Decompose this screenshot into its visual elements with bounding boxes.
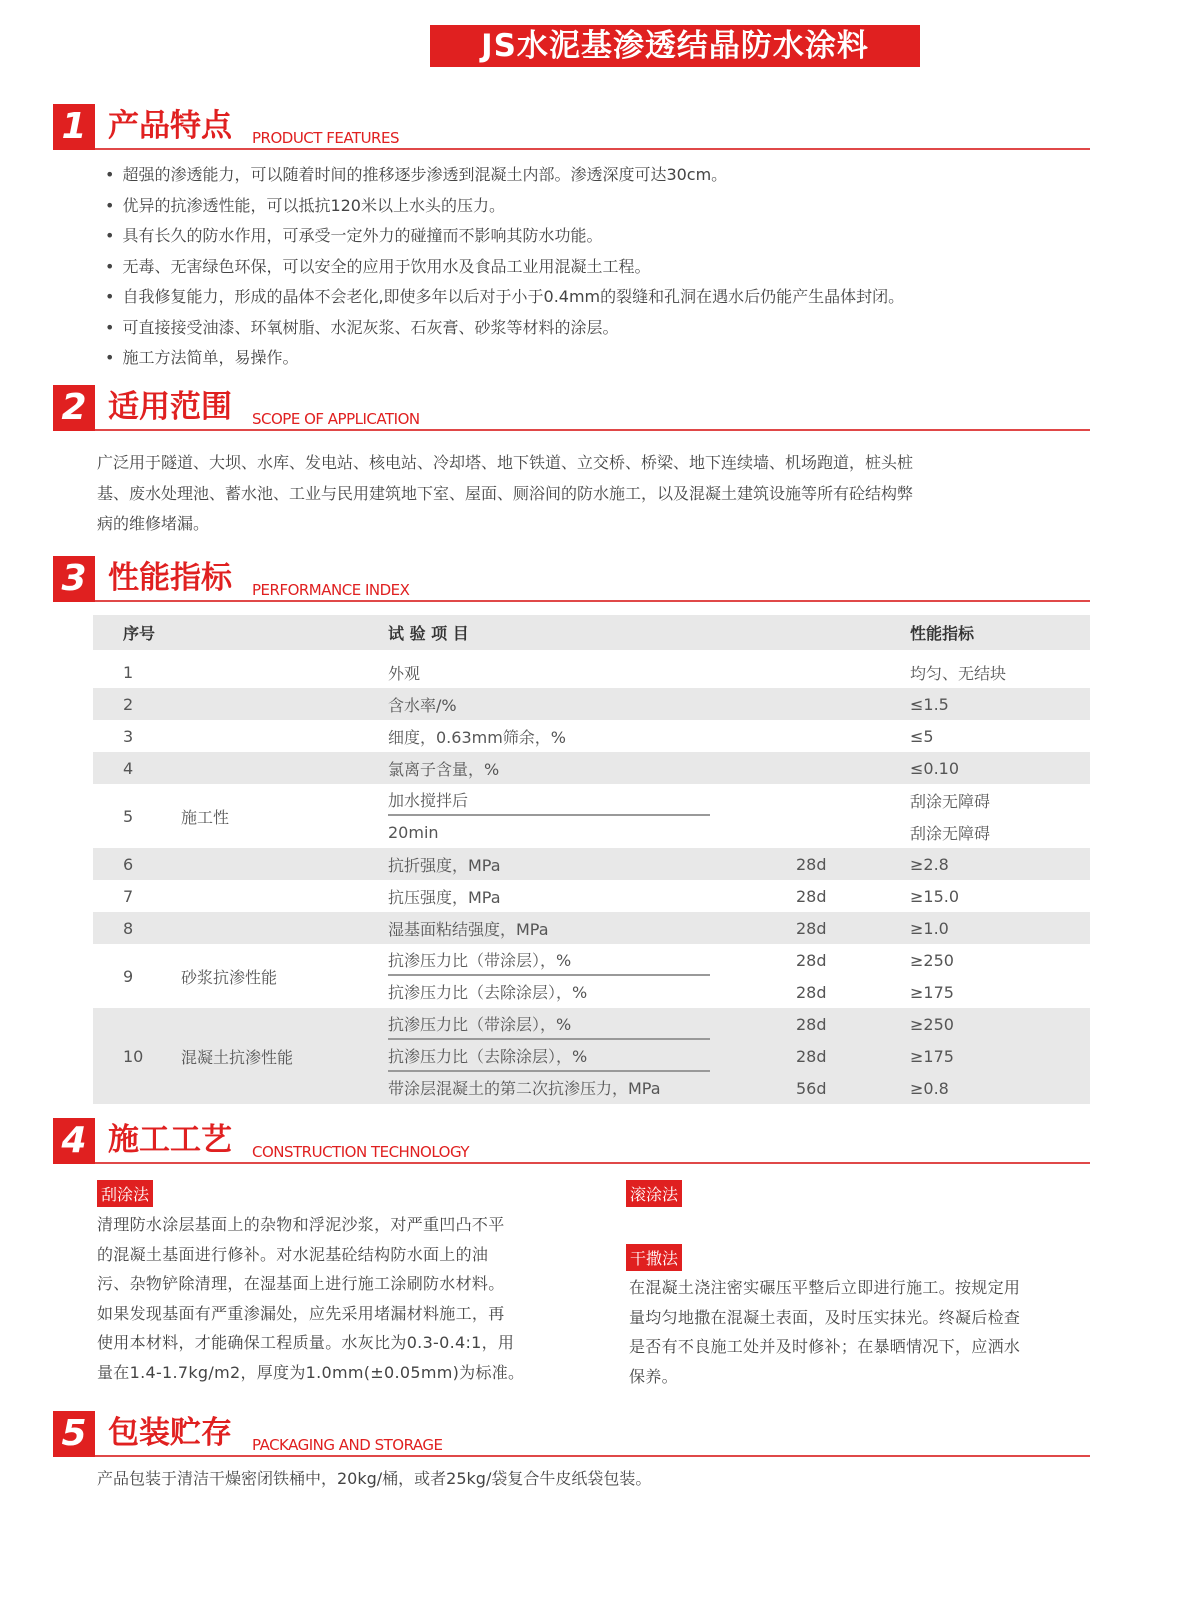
table-row: 5 施工性 加水搅拌后 刮涂无障碍 <box>93 784 1090 816</box>
section-title: 施工工艺 <box>108 1122 232 1158</box>
section-number: 5 <box>53 1411 95 1457</box>
section-number: 2 <box>53 385 95 431</box>
table-row: 20min 刮涂无障碍 <box>388 822 991 843</box>
table-row: 带涂层混凝土的第二次抗渗压力，MPa 56d ≥0.8 <box>93 1072 1090 1104</box>
table-row: 4 氯离子含量，% ≤0.10 <box>93 752 1090 784</box>
section-title: 包装贮存 <box>108 1415 232 1451</box>
method-tag-scrape: 刮涂法 <box>97 1180 153 1207</box>
scrape-text-line: 清理防水涂层基面上的杂物和浮泥沙浆，对严重凹凸不平 <box>97 1215 505 1234</box>
method-tag-roll: 滚涂法 <box>626 1180 682 1207</box>
table-row: 1 外观 均匀、无结块 <box>123 662 1007 683</box>
feature-item: • 无毒、无害绿色环保，可以安全的应用于饮用水及食品工业用混凝土工程。 <box>105 252 904 283</box>
section-number: 1 <box>53 104 95 150</box>
header-item: 试 验 项 目 <box>388 615 796 650</box>
section-header-5 <box>53 1411 1090 1457</box>
section-subtitle: SCOPE OF APPLICATION <box>252 410 420 428</box>
dry-text-line: 在混凝土浇注密实碾压平整后立即进行施工。按规定用 <box>629 1278 1021 1297</box>
feature-item: • 自我修复能力，形成的晶体不会老化,即使多年以后对于小于0.4mm的裂缝和孔洞在遇水后仍能产生晶体封闭。 <box>105 282 904 313</box>
scrape-text-line: 如果发现基面有严重渗漏处，应先采用堵漏材料施工，再 <box>97 1303 505 1323</box>
section-header-1 <box>53 104 1090 150</box>
section-number: 3 <box>53 556 95 602</box>
packaging-text: 产品包装于清洁干燥密闭铁桶中，20kg/桶，或者25kg/袋复合牛皮纸袋包装。 <box>97 1469 652 1488</box>
section-subtitle: PRODUCT FEATURES <box>252 129 399 147</box>
header-value: 性能指标 <box>910 615 1090 650</box>
dry-text-line: 是否有不良施工处并及时修补；在暴晒情况下，应洒水 <box>629 1337 1021 1356</box>
dry-text-line: 量均匀地撒在混凝土表面，及时压实抹光。终凝后检查 <box>629 1307 1021 1327</box>
scope-line: 病的维修堵漏。 <box>97 514 210 533</box>
section-title: 性能指标 <box>108 560 232 596</box>
scrape-text-line: 使用本材料，才能确保工程质量。水灰比为0.3-0.4:1，用 <box>97 1333 515 1352</box>
table-row: 2 含水率/% ≤1.5 <box>93 688 1090 720</box>
table-row: 6 抗折强度，MPa 28d ≥2.8 <box>93 848 1090 880</box>
scope-line: 广泛用于隧道、大坝、水库、发电站、核电站、冷却塔、地下铁道、立交桥、桥梁、地下连续墙、机场跑道，桩头桩 <box>97 453 914 472</box>
table-row: 抗渗压力比（去除涂层），% 28d ≥175 <box>388 982 954 1002</box>
table-header <box>93 615 1090 650</box>
feature-list <box>105 160 904 374</box>
section-subtitle: PACKAGING AND STORAGE <box>252 1436 443 1454</box>
section-subtitle: CONSTRUCTION TECHNOLOGY <box>252 1143 470 1161</box>
section-header-4 <box>53 1118 1090 1164</box>
feature-item: • 可直接接受油漆、环氧树脂、水泥灰浆、石灰膏、砂浆等材料的涂层。 <box>105 313 904 344</box>
section-title: 适用范围 <box>108 389 232 425</box>
feature-item: • 超强的渗透能力，可以随着时间的推移逐步渗透到混凝土内部。渗透深度可达30cm。 <box>105 160 904 191</box>
table-row: 抗渗压力比（去除涂层），% 28d ≥175 <box>93 1040 1090 1072</box>
scope-line: 基、废水处理池、蓄水池、工业与民用建筑地下室、屋面、厕浴间的防水施工，以及混凝土建筑设施等所有砼结构弊 <box>97 483 914 503</box>
feature-item: • 优异的抗渗透性能，可以抵抗120米以上水头的压力。 <box>105 191 904 222</box>
scrape-text-line: 量在1.4-1.7kg/m2，厚度为1.0mm(±0.05mm)为标准。 <box>97 1362 525 1382</box>
dry-text-line: 保养。 <box>629 1366 678 1386</box>
table-row: 8 湿基面粘结强度，MPa 28d ≥1.0 <box>93 912 1090 944</box>
section-header-3 <box>53 556 1090 602</box>
scrape-text-line: 污、杂物铲除清理，在湿基面上进行施工涂刷防水材料。 <box>97 1274 505 1293</box>
section-title: 产品特点 <box>108 108 232 144</box>
header-no: 序号 <box>93 615 181 650</box>
table-row: 7 抗压强度，MPa 28d ≥15.0 <box>123 886 960 907</box>
table-row: 3 细度，0.63mm筛余，% ≤5 <box>123 726 934 747</box>
section-header-2 <box>53 385 1090 431</box>
table-row: 9 砂浆抗渗性能 抗渗压力比（带涂层），% 28d ≥250 <box>93 944 1090 976</box>
table-row: 10 混凝土抗渗性能 抗渗压力比（带涂层），% 28d ≥250 <box>93 1008 1090 1040</box>
method-tag-dry: 干撒法 <box>626 1244 682 1271</box>
page-title: JS水泥基渗透结晶防水涂料 <box>430 25 920 67</box>
feature-item: • 施工方法简单，易操作。 <box>105 343 904 374</box>
performance-table <box>93 615 1090 1104</box>
scrape-text-line: 的混凝土基面进行修补。对水泥基砼结构防水面上的油 <box>97 1244 489 1264</box>
section-number: 4 <box>53 1118 95 1164</box>
feature-item: • 具有长久的防水作用，可承受一定外力的碰撞而不影响其防水功能。 <box>105 221 904 252</box>
section-subtitle: PERFORMANCE INDEX <box>252 581 410 599</box>
